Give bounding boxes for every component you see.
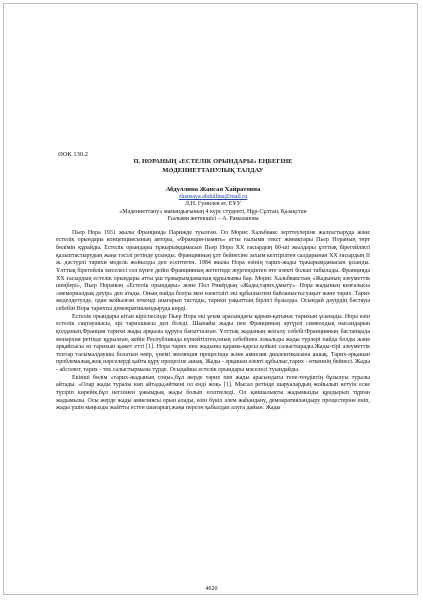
paper-title xyxy=(56,158,370,175)
paper-page xyxy=(56,148,370,413)
affiliation-supervisor: Ғылыми жетекшісі – А. Рамазанова xyxy=(167,216,259,223)
affiliation-university: Л.Н. Гумилев ат. ЕҰУ xyxy=(185,201,241,207)
body-text xyxy=(56,230,370,413)
affiliation-block xyxy=(56,201,370,224)
title-line-2: МӘДЕНИЕТТАНУЛЫҚ ТАЛДАУ xyxy=(162,166,264,174)
title-line-1: П. НОРАНЫҢ «ЕСТЕЛІК ОРЫНДАРЫ» ЕҢБЕГІНЕ xyxy=(133,158,293,165)
page-number: 4620 xyxy=(205,586,218,592)
author-name: Абдуллина Жансая Хайратовна xyxy=(165,186,261,193)
affiliation-program: «Мәдениеттану» мамандығының 4 курс студенті, Нұр-Сұлтан, Қазақстан xyxy=(119,208,307,215)
udc-code: ӘОК 130.2 xyxy=(58,151,88,158)
paragraph-3: Екінші бөлім «тарих-жадының соңы»,бұл жерде тарих пен жады арасындағы тепе-теңдіктің бұзылуы туралы айтады. «Олар жады туралы көп айтады,өйткені ол енді жоқ» [1]. Мысал ретінде шаруалардың жойылып кетуін еске түсіріп көрейік,бұл негізінен ұжымдық жады болып есептеледі. Ол қаншалықты жадымызды құндырып тұрған жадымызы. Осы жерде жады амнезиясы орын алады, өзін бүкіл әлем жаһандану, демократияландыру процестеріне еніп, жады үшін маңызды жайтты естен шығарып,жаңа персон қабылдап алуға дайын. Жады xyxy=(56,374,370,412)
author-email-link[interactable]: zhansaya.abdullina@mail.ru xyxy=(178,194,248,200)
paragraph-1: Пьер Нора 1931 жылы Францияда Парижде туылған. Ол Морис Хальбвакс зерттеулеріне жалғастыруда және естелік орындары концепциясының авторы, «Франция-память» атты ғылыми текст жинақтары Пьер Нораның төрт бөлімін құрайды. Естелік орындары тұжырымдамасын Пьер Нора ХХ ғасырдың 80-ші жылдары ұлттық бірегейлікті қалыптастырудың жаңа тәсілі ретінде ұсынды. Францияның ұлт бейнесіне захым келтірілген салдарынан ХХ ғасырдың II ж. дәстүрлі тарихи модель жойылды деп есептеген. 1984 жылы Нора өзінің тарих-жады тұжырымдамасын ұсынды. Ұлттық бірегейлік мәселесі сол күнге дейін Францияның жетегінде жүргендіктен өте өзекті болып табылады. Францияда ХХ ғасырдың естелік орындары атты ұш тұжырымдамалық құрылымы бар. Морис Хальбвакстың «Жадының әлеуметтік шеңбері», Пьер Нораның «Естелік орындары» және Пол Рикёрдың «Жады,тарих,ұмыту». Нора жадының көзғалысы «мемориалдық дәуір» деп атады. Оның пайда болуы мен өзектілігі екі құбылыспен байланысты:уақыт және тарих. Тарих жеделдетулде, одан жойылған өткенді шығарып тастады, тарихи уақыттың бірлігі бұзылды. Осындай дәуірдің бастауы себебін Нора тарихты демократияландыруда көрді. xyxy=(56,229,370,313)
paragraph-2: Естелік орындары кітап кіріспесінде Пьер Нора екі ұғым арасындағы қарым-қатынас тарихын ұсынады. Нора өзін естелік сақтаушысы, әрі тарихшысы деп біледі. Шынайы жады пен Франциның әртүрлі символдық нысандарын қолданып,Франция тарихи жады арқылы құруға бағытталған. Ұлттық жадының жоғалу себебі:Францияның бастапқыда монархия ретінде құрылған, кейін Республикада күшейтілген,оның себебінен локальды жады түрлері пайда болды және әрқайсысы өз тарихын қажет етті [1]. Нора тарих пен жадыны қарама-қарсы қойып салыстырады.Жады-тірі әлеуметтік топтар тасымалдаушы болатын өмір, үнемі эволюция процесінде және амнезия диалектикасына ашық. Тарих-әрқашан проблемалық,жоқ нәрселерді қайта құру процесіне ашық. Жады - әрқашан өзекті құбылыс,тарих - өткеннің бейнесі. Жады - абсолют, тарих - тек салыстырмалы түрде. Осыдайша естелік орындары мәселесі туындайды. xyxy=(56,313,370,374)
